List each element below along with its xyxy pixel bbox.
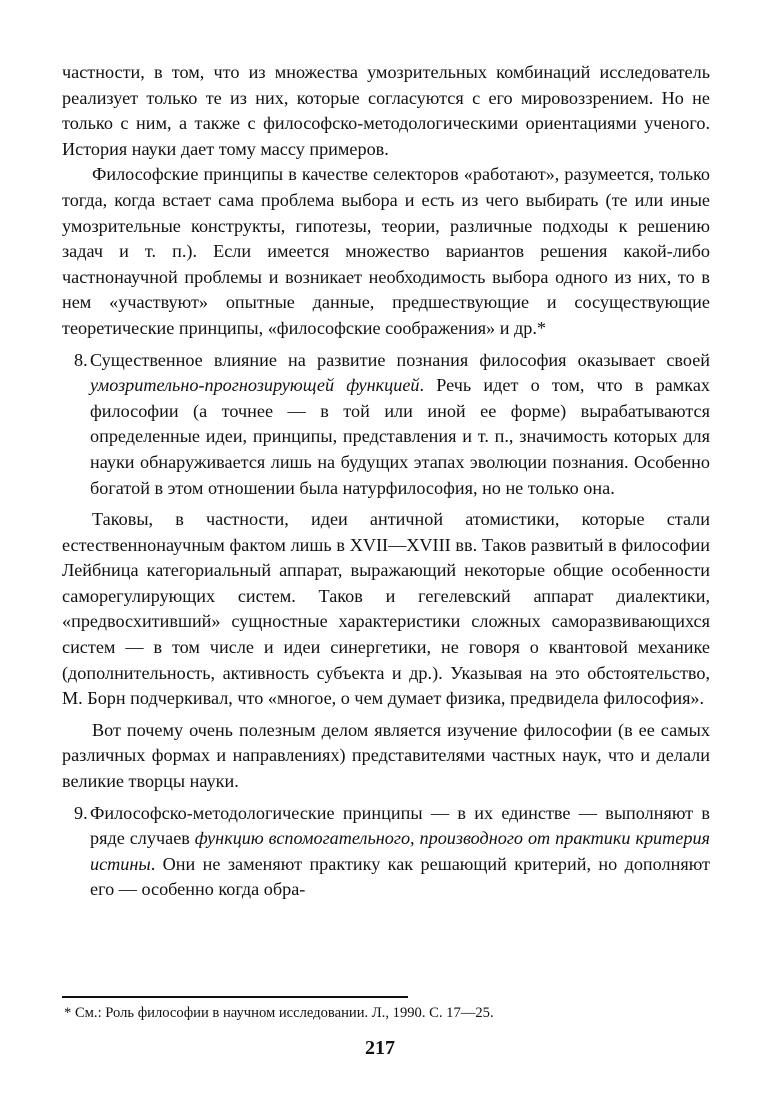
- list-item-9-text-2: . Они не заменяют практику как решающий критерий, но дополняют его — особенно когда обра-: [90, 853, 710, 900]
- list-item-8-text-2: . Речь идет о том, что в рамках философии (а точнее — в той или иной ее форме) вырабатываются определенные идеи, принципы, представления и т. п., значимость которых для науки обнаруживается лишь на будущих этапах эволюции познания. Особенно богатой в этом отношении была натурфилософия, но не только она.: [90, 375, 710, 498]
- page-body: [62, 60, 710, 903]
- paragraph-4: Вот почему очень полезным делом является изучение философии (в ее самых различных формах и направлениях) представителями частных наук, что и делали великие творцы науки.: [62, 719, 710, 792]
- list-item-9-emphasis: функцию вспомогательного, производного от практики критерия истины: [90, 828, 710, 874]
- footnote: * См.: Роль философии в научном исследовании. Л., 1990. С. 17—25.: [64, 1005, 494, 1021]
- paragraph-1: частности, в том, что из множества умозрительных комбинаций исследователь реализует только те из них, которые согласуются с его мировоззрением. Но не только с ним, а также с философско-методологическими ориентациями ученого. История науки дает тому массу примеров.: [62, 62, 710, 159]
- list-item-9: [62, 801, 710, 903]
- paragraph-3: Таковы, в частности, идеи античной атомистики, которые стали естественнонаучным фактом лишь в XVII—XVIII вв. Таков развитый в философии Лейбница категориальный аппарат, выражающий некоторые общие особенности саморегулирующих систем. Таков и гегелевский аппарат диалектики, «предвосхитивший» сущностные характеристики сложных саморазвивающихся систем — в том числе и идеи синергетики, не говоря о квантовой механике (дополнительность, активность субъекта и др.). Указывая на это обстоятельство, М. Борн подчеркивал, что «многое, о чем думает физика, предвидела философия».: [62, 509, 710, 709]
- list-item-9-text-1: Философско-методологические принципы — в их единстве — выполняют в ряде случаев: [90, 802, 710, 849]
- page-number: 217: [365, 1037, 395, 1059]
- list-item-8: [62, 348, 710, 502]
- list-item-8-text-1: Существенное влияние на развитие познания философия оказывает своей: [90, 349, 710, 370]
- list-number-8: 8.: [74, 349, 88, 370]
- list-number-9: 9.: [74, 802, 88, 823]
- list-item-8-emphasis: умозрительно-прогнозирующей функцией: [90, 375, 420, 396]
- paragraph-2: Философские принципы в качестве селекторов «работают», разумеется, только тогда, когда встает сама проблема выбора и есть из чего выбирать (те или иные умозрительные конструкты, гипотезы, теории, различные подходы к решению задач и т. п.). Если имеется множество вариантов решения какой-либо частнонаучной проблемы и возникает необходимость выбора одного из них, то в нем «участвуют» опытные данные, предшествующие и сосуществующие теоретические принципы, «философские соображения» и др.*: [62, 164, 710, 338]
- footnote-rule: [62, 996, 408, 998]
